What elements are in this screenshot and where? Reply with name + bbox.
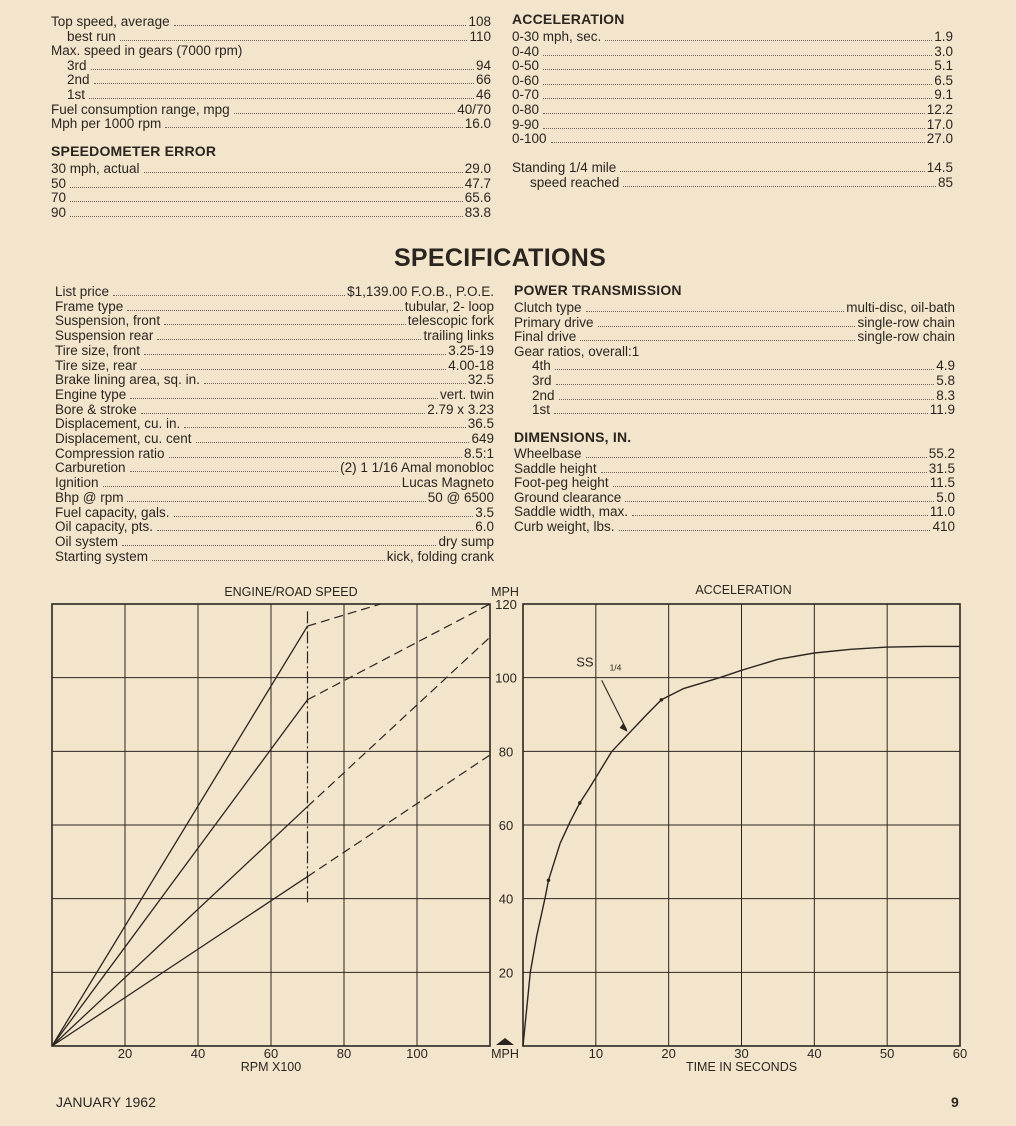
spec-row (514, 345, 955, 360)
spec-row (55, 447, 494, 462)
y-axis-label-top: MPH (491, 585, 519, 599)
dot-leader (157, 530, 473, 531)
row-label: Max. speed in gears (7000 rpm) (51, 43, 243, 59)
row-label: Compression ratio (55, 445, 165, 461)
row-value: 50 @ 6500 (427, 489, 494, 505)
row-value: 11.9 (929, 402, 955, 418)
spec-row (67, 73, 491, 88)
speedometer-title: SPEEDOMETER ERROR (51, 143, 217, 159)
dot-leader (70, 216, 463, 217)
dot-leader (605, 40, 932, 41)
spec-row (512, 59, 953, 74)
x-tick-label: 40 (190, 1046, 206, 1061)
dot-leader (174, 516, 474, 517)
row-value: 65.6 (464, 190, 491, 206)
dot-leader (70, 201, 463, 202)
shift-point-marker (660, 698, 664, 702)
row-label: Gear ratios, overall:1 (514, 343, 640, 359)
row-value: 94 (475, 57, 491, 73)
row-value: dry sump (438, 533, 494, 549)
spec-row (532, 374, 955, 389)
y-tick-label: 20 (498, 965, 514, 981)
row-value: 110 (469, 28, 491, 44)
row-value: 8.3 (936, 387, 955, 403)
row-value: 16.0 (464, 116, 491, 132)
spec-row (55, 476, 494, 491)
x-tick-label: 30 (734, 1046, 749, 1061)
dot-leader (141, 369, 446, 370)
row-value: 410 (932, 519, 955, 534)
gear-line-solid (52, 877, 308, 1046)
row-value: 66 (475, 72, 491, 88)
row-label: Suspension, front (55, 313, 161, 329)
spec-row (51, 162, 491, 177)
row-label: 2nd (67, 72, 90, 88)
row-label: Ignition (55, 475, 99, 491)
gear-line-solid (52, 807, 308, 1046)
spec-row (51, 44, 491, 59)
x-tick-label: 40 (807, 1046, 822, 1061)
x-tick-label: 60 (952, 1046, 968, 1061)
row-label: 1st (67, 87, 86, 102)
spec-row (512, 103, 953, 118)
x-tick-label: 20 (661, 1046, 676, 1061)
row-label: 0-70 (512, 87, 540, 103)
row-label: Displacement, cu. cent (55, 431, 192, 446)
row-label: 0-80 (512, 102, 540, 117)
spec-row (51, 177, 491, 192)
engine-road-speed-chart (52, 585, 490, 1074)
row-label: 0-50 (512, 58, 540, 74)
dot-leader (152, 560, 385, 561)
spec-row (514, 476, 955, 491)
spec-row (51, 103, 491, 118)
x-tick-label: 50 (879, 1046, 895, 1061)
dot-leader (103, 486, 400, 487)
dot-leader (623, 186, 936, 187)
spec-row (532, 389, 955, 404)
dot-leader (543, 128, 925, 129)
annotation-leader (602, 680, 627, 730)
gear-line-dashed (308, 755, 491, 877)
spec-row (530, 176, 953, 191)
spec-row (514, 316, 955, 331)
dot-leader (120, 40, 468, 41)
row-label: 3rd (67, 57, 87, 73)
dot-leader (141, 413, 425, 414)
row-value: 8.5:1 (463, 445, 494, 461)
row-value: 55.2 (928, 446, 955, 461)
spec-row (67, 30, 491, 45)
spec-row (532, 403, 955, 418)
row-value: 11.5 (929, 475, 955, 491)
shift-point-marker (547, 878, 551, 882)
y-tick-label: 80 (498, 744, 514, 760)
spec-row (512, 161, 953, 176)
row-label: 0-30 mph, sec. (512, 29, 602, 44)
y-tick-label: 100 (495, 670, 517, 686)
dot-leader (184, 427, 465, 428)
x-tick-label: 20 (117, 1046, 133, 1061)
dot-leader (127, 501, 425, 502)
row-label: Frame type (55, 298, 124, 314)
row-label: Standing 1/4 mile (512, 160, 617, 175)
row-label: Oil system (55, 533, 119, 549)
spec-row (55, 506, 494, 521)
specifications-heading: SPECIFICATIONS (393, 244, 607, 272)
row-label: Suspension rear (55, 328, 154, 344)
dot-leader (598, 326, 856, 327)
row-value: 5.8 (936, 373, 955, 388)
spec-row (55, 285, 494, 300)
row-label: Clutch type (514, 300, 582, 315)
dot-leader (130, 398, 438, 399)
spec-row (55, 461, 494, 476)
spec-row (55, 314, 494, 329)
row-label: Saddle width, max. (514, 504, 629, 520)
dot-leader (196, 442, 470, 443)
row-value: 40/70 (457, 101, 491, 117)
row-label: 30 mph, actual (51, 161, 140, 176)
row-value: single-row chain (857, 329, 955, 345)
dot-leader (89, 98, 474, 99)
x-tick-label: 100 (406, 1046, 428, 1061)
spec-row (514, 505, 955, 520)
dot-leader (543, 69, 932, 70)
row-label: Starting system (55, 548, 149, 564)
row-value: tubular, 2- loop (404, 298, 494, 314)
dot-leader (551, 142, 925, 143)
spec-row (512, 88, 953, 103)
spec-row (51, 117, 491, 132)
spec-row (514, 301, 955, 316)
row-label: List price (55, 284, 110, 299)
x-axis-label: RPM X100 (240, 1060, 302, 1074)
spec-row (55, 329, 494, 344)
spec-row (512, 118, 953, 133)
row-label: Fuel capacity, gals. (55, 504, 170, 520)
row-label: 0-60 (512, 72, 540, 88)
dot-leader (586, 311, 845, 312)
row-label: Brake lining area, sq. in. (55, 372, 200, 388)
row-label: 9-90 (512, 116, 540, 132)
acceleration-title: ACCELERATION (512, 11, 625, 27)
spec-row (514, 330, 955, 345)
gear-line-dashed (308, 637, 491, 806)
row-value: 4.9 (936, 358, 955, 374)
dot-leader (556, 384, 935, 385)
row-value: telescopic fork (407, 313, 494, 329)
dot-leader (70, 187, 463, 188)
footer-date: JANUARY 1962 (56, 1094, 156, 1110)
spec-row (514, 520, 955, 535)
dot-leader (625, 501, 934, 502)
row-label: Tire size, rear (55, 357, 138, 373)
annotation-label: SS (576, 654, 594, 670)
spec-row (514, 491, 955, 506)
dot-leader (204, 383, 466, 384)
dot-leader (601, 472, 927, 473)
dot-leader (613, 486, 928, 487)
spec-row (514, 462, 955, 477)
row-label: Curb weight, lbs. (514, 519, 615, 534)
y-tick-label: 40 (498, 891, 514, 907)
row-value: 5.1 (934, 58, 953, 74)
row-value: 29.0 (464, 161, 491, 176)
chart-title: ENGINE/ROAD SPEED (224, 585, 358, 599)
dot-leader (543, 98, 932, 99)
dot-leader (94, 83, 474, 84)
dot-leader (586, 457, 927, 458)
row-value: (2) 1 1/16 Amal monobloc (340, 460, 494, 476)
row-value: 108 (468, 14, 491, 29)
row-label: Fuel consumption range, mpg (51, 101, 230, 117)
row-label: 2nd (532, 387, 555, 403)
spec-row (532, 359, 955, 374)
row-value: 649 (471, 431, 494, 446)
spec-row (55, 417, 494, 432)
y-tick-label: 60 (498, 818, 514, 833)
row-value: 5.0 (936, 489, 955, 505)
y-tick-label: 120 (495, 597, 517, 612)
row-value: 3.0 (934, 43, 953, 59)
x-axis-label: TIME IN SECONDS (685, 1060, 798, 1074)
dot-leader (113, 295, 345, 296)
dot-leader (144, 354, 446, 355)
row-value: 17.0 (926, 116, 953, 132)
footer-page-number: 9 (951, 1094, 959, 1110)
row-label: Foot-peg height (514, 475, 609, 491)
dot-leader (169, 457, 462, 458)
row-value: trailing links (423, 328, 494, 344)
shift-point-marker (578, 801, 582, 805)
row-label: Top speed, average (51, 14, 170, 29)
row-value: vert. twin (439, 386, 494, 402)
row-value: 46 (475, 87, 491, 102)
dot-leader (555, 369, 934, 370)
row-label: 50 (51, 175, 67, 191)
dot-leader (620, 171, 924, 172)
annotation-arrow-icon (620, 723, 628, 732)
dot-leader (122, 545, 436, 546)
row-value: Lucas Magneto (401, 475, 494, 491)
spec-row (67, 59, 491, 74)
dot-leader (234, 113, 456, 114)
row-value: 31.5 (928, 460, 955, 476)
row-label: Carburetion (55, 460, 126, 476)
x-tick-label: 10 (588, 1046, 604, 1061)
annotation-sub-label: 1/4 (609, 662, 622, 673)
spec-row (55, 432, 494, 447)
row-value: 1.9 (934, 29, 953, 44)
spec-row (55, 491, 494, 506)
x-tick-label: 80 (336, 1046, 352, 1061)
dot-leader (91, 69, 474, 70)
spec-row (51, 191, 491, 206)
row-value: 11.0 (929, 504, 955, 520)
row-label: Bhp @ rpm (55, 489, 124, 505)
row-value: 14.5 (926, 160, 953, 175)
x-tick-label: 60 (263, 1046, 279, 1061)
row-label: 4th (532, 358, 551, 374)
spec-row (55, 359, 494, 374)
row-value: 32.5 (467, 372, 494, 388)
row-value: 6.0 (475, 519, 494, 535)
row-value: 3.25-19 (448, 342, 494, 358)
dot-leader (144, 172, 463, 173)
dot-leader (554, 413, 928, 414)
row-value: single-row chain (857, 314, 955, 330)
row-label: 0-40 (512, 43, 540, 59)
row-value: 4.00-18 (448, 357, 494, 373)
spec-row (51, 15, 491, 30)
spec-row (512, 45, 953, 60)
spec-row (55, 344, 494, 359)
dot-leader (130, 471, 339, 472)
power-transmission-title: POWER TRANSMISSION (514, 282, 682, 298)
row-value: multi-disc, oil-bath (846, 300, 955, 315)
acceleration-chart (491, 583, 967, 1074)
spec-row (55, 403, 494, 418)
row-value: 36.5 (467, 416, 494, 432)
row-label: Engine type (55, 386, 127, 402)
row-value: 47.7 (464, 175, 491, 191)
spec-row (55, 373, 494, 388)
row-value: $1,139.00 F.O.B., P.O.E. (347, 284, 494, 299)
spec-row (55, 300, 494, 315)
dot-leader (632, 515, 928, 516)
y-axis-label-bottom: MPH (491, 1047, 519, 1061)
row-value: 12.2 (926, 102, 953, 117)
row-value: 3.5 (475, 504, 494, 520)
row-label: 90 (51, 204, 67, 220)
row-label: Primary drive (514, 314, 594, 330)
spec-row (512, 30, 953, 45)
row-label: best run (67, 28, 116, 44)
spec-row (55, 520, 494, 535)
dot-leader (127, 310, 402, 311)
dot-leader (543, 84, 932, 85)
row-label: speed reached (530, 174, 620, 190)
spec-row (55, 535, 494, 550)
row-label: Final drive (514, 329, 577, 345)
row-label: Displacement, cu. in. (55, 416, 181, 432)
dot-leader (580, 340, 855, 341)
chart-title: ACCELERATION (695, 583, 792, 597)
spec-row (512, 74, 953, 89)
dot-leader (174, 25, 467, 26)
spec-row (51, 206, 491, 221)
row-label: 0-100 (512, 131, 547, 147)
row-label: Mph per 1000 rpm (51, 116, 162, 132)
dot-leader (165, 127, 462, 128)
dot-leader (157, 339, 421, 340)
spec-row (514, 447, 955, 462)
axis-arrow-icon (496, 1038, 514, 1045)
row-label: Oil capacity, pts. (55, 519, 154, 535)
row-label: Wheelbase (514, 446, 582, 461)
row-label: 1st (532, 402, 551, 418)
row-value: 83.8 (464, 204, 491, 220)
row-label: Bore & stroke (55, 401, 137, 417)
row-label: Ground clearance (514, 489, 622, 505)
row-value: kick, folding crank (386, 548, 494, 564)
dot-leader (559, 399, 935, 400)
row-label: Tire size, front (55, 342, 141, 358)
gear-line-solid (52, 626, 308, 1046)
row-label: 70 (51, 190, 67, 206)
dot-leader (619, 530, 931, 531)
row-value: 85 (937, 174, 953, 190)
spec-row (55, 388, 494, 403)
dot-leader (543, 55, 932, 56)
row-label: Saddle height (514, 460, 597, 476)
charts-area (0, 575, 1016, 1095)
dot-leader (543, 113, 925, 114)
row-value: 27.0 (926, 131, 953, 147)
dimensions-title: DIMENSIONS, IN. (514, 429, 632, 445)
row-value: 6.5 (934, 72, 953, 88)
spec-row (55, 550, 494, 565)
row-value: 9.1 (934, 87, 953, 103)
spec-row (512, 132, 953, 147)
row-value: 2.79 x 3.23 (427, 401, 494, 417)
spec-row (67, 88, 491, 103)
dot-leader (164, 324, 406, 325)
row-label: 3rd (532, 373, 552, 388)
